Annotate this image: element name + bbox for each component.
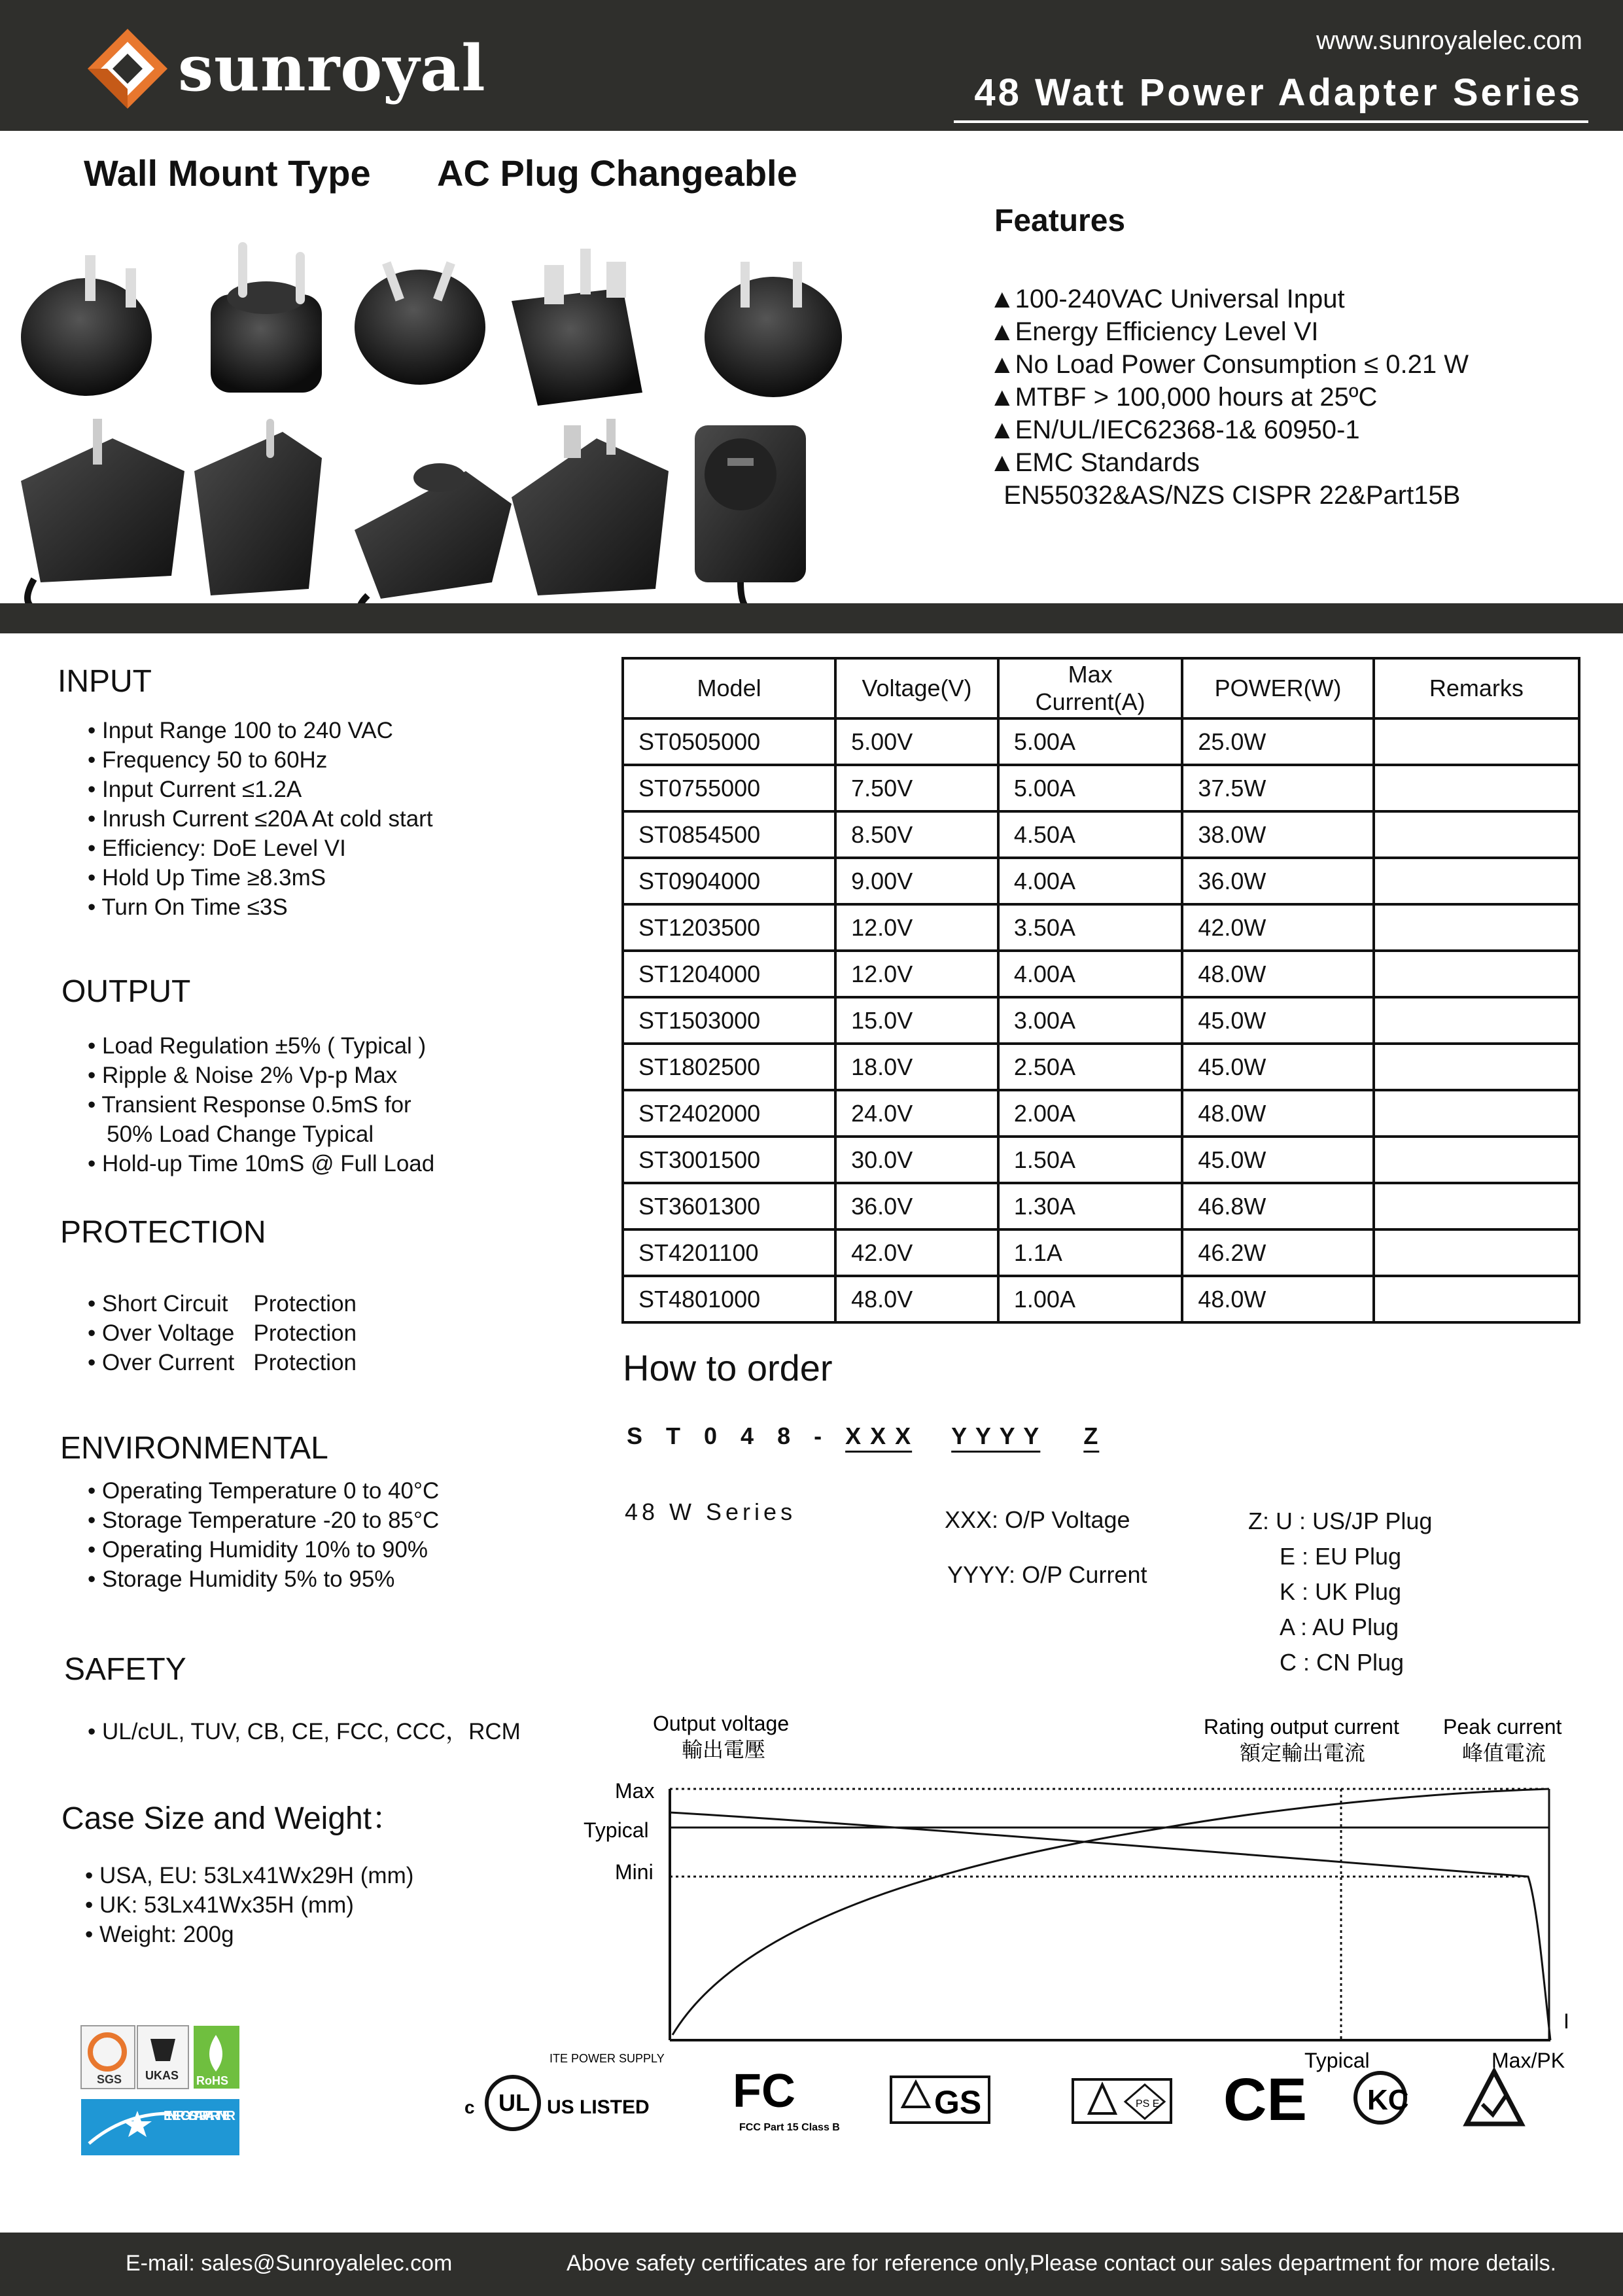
model-cell: ST3601300 xyxy=(623,1183,835,1229)
svg-text:RoHS: RoHS xyxy=(196,2074,228,2087)
plug-changeable-heading: AC Plug Changeable xyxy=(437,152,797,194)
voltage-cell: 48.0V xyxy=(835,1276,998,1322)
protection-item: • Short Circuit Protection xyxy=(88,1291,357,1316)
power-cell: 42.0W xyxy=(1182,904,1373,951)
us-adapter-icon xyxy=(21,419,184,609)
table-header-row xyxy=(623,658,1579,718)
remarks-cell xyxy=(1374,811,1579,858)
footer-email[interactable]: E-mail: sales@Sunroyalelec.com xyxy=(126,2251,453,2276)
remarks-cell xyxy=(1374,1276,1579,1322)
feature-item: ▲EN/UL/IEC62368-1& 60950-1 xyxy=(989,415,1360,444)
order-code-char: S xyxy=(627,1422,644,1449)
series-title: 48 Watt Power Adapter Series xyxy=(974,71,1582,114)
output-item: • Transient Response 0.5mS for xyxy=(88,1092,411,1118)
model-cell: ST0505000 xyxy=(623,718,835,765)
power-cell: 37.5W xyxy=(1182,765,1373,811)
table-row xyxy=(623,765,1579,811)
voltage-cell: 18.0V xyxy=(835,1044,998,1090)
current-cell: 3.50A xyxy=(998,904,1182,951)
svg-text:UKAS: UKAS xyxy=(145,2069,179,2082)
model-cell: ST0854500 xyxy=(623,811,835,858)
adapter-interchangeable-icon xyxy=(695,425,806,609)
col-voltage: Voltage(V) xyxy=(835,658,998,718)
table-row xyxy=(623,951,1579,997)
axis-typical-label: Typical xyxy=(584,1818,649,1842)
input-item: • Turn On Time ≤3S xyxy=(88,894,288,920)
safety-title: SAFETY xyxy=(64,1652,186,1687)
power-cell: 46.2W xyxy=(1182,1229,1373,1276)
protection-list xyxy=(88,1289,357,1377)
order-code-plug: Z xyxy=(1083,1422,1100,1449)
certification-logos xyxy=(65,2015,1570,2172)
sunroyal-logo-icon xyxy=(85,26,170,111)
input-title: INPUT xyxy=(58,664,152,699)
current-cell: 4.00A xyxy=(998,858,1182,904)
axis-mini-label: Mini xyxy=(615,1860,654,1884)
safety-list xyxy=(88,1717,521,1746)
table-row xyxy=(623,1137,1579,1183)
protection-item: • Over Voltage Protection xyxy=(88,1320,357,1346)
features-title: Features xyxy=(994,203,1126,238)
rating-current-cn: 額定輸出電流 xyxy=(1240,1740,1366,1765)
svg-text:ENERGY STAR PARTNER: ENERGY STAR PARTNER xyxy=(164,2109,236,2123)
output-item: 50% Load Change Typical xyxy=(88,1122,374,1147)
order-code-char: 4 xyxy=(741,1422,756,1449)
tuv-gs-icon xyxy=(891,2077,989,2123)
section-divider-band xyxy=(0,603,1623,633)
model-cell: ST0904000 xyxy=(623,858,835,904)
environmental-item: • Storage Humidity 5% to 95% xyxy=(88,1566,395,1592)
feature-item: ▲EMC Standards xyxy=(989,448,1200,477)
case-list xyxy=(85,1861,413,1949)
model-cell: ST1503000 xyxy=(623,997,835,1044)
feature-item: ▲MTBF > 100,000 hours at 25ºC xyxy=(989,383,1378,412)
feature-item: ▲No Load Power Consumption ≤ 0.21 W xyxy=(989,350,1469,379)
case-item: • UK: 53Lx41Wx35H (mm) xyxy=(85,1892,354,1918)
plug-code-item: A : AU Plug xyxy=(1280,1614,1399,1640)
feature-item: ▲Energy Efficiency Level VI xyxy=(989,317,1319,346)
protection-title: PROTECTION xyxy=(60,1215,266,1250)
remarks-cell xyxy=(1374,1183,1579,1229)
sgs-icon xyxy=(81,2026,135,2089)
how-to-order-title: How to order xyxy=(623,1347,833,1388)
svg-text:c: c xyxy=(464,2097,475,2117)
rohs-icon xyxy=(194,2026,239,2089)
voltage-cell: 30.0V xyxy=(835,1137,998,1183)
kc-mark-icon xyxy=(1355,2073,1409,2123)
eu-adapter-icon xyxy=(194,419,322,595)
voltage-cell: 42.0V xyxy=(835,1229,998,1276)
order-code-voltage: X X X xyxy=(845,1422,913,1449)
model-cell: ST0755000 xyxy=(623,765,835,811)
feature-item: ▲100-240VAC Universal Input xyxy=(989,285,1345,313)
table-row xyxy=(623,858,1579,904)
power-cell: 48.0W xyxy=(1182,1090,1373,1137)
order-code-char: 8 xyxy=(777,1422,792,1449)
remarks-cell xyxy=(1374,718,1579,765)
energy-star-icon xyxy=(81,2099,239,2155)
footer-note: Above safety certificates are for reference only,Please contact our sales department for more details. xyxy=(567,2251,1557,2276)
output-title: OUTPUT xyxy=(61,974,191,1009)
model-spec-table xyxy=(621,657,1580,1324)
power-cell: 36.0W xyxy=(1182,858,1373,904)
current-cell: 3.00A xyxy=(998,997,1182,1044)
current-cell: 1.50A xyxy=(998,1137,1182,1183)
us-plug-icon xyxy=(21,255,152,396)
model-cell: ST1203500 xyxy=(623,904,835,951)
voltage-cell: 5.00V xyxy=(835,718,998,765)
power-cell: 48.0W xyxy=(1182,951,1373,997)
table-row xyxy=(623,1229,1579,1276)
environmental-item: • Storage Temperature -20 to 85°C xyxy=(88,1508,440,1533)
environmental-title: ENVIRONMENTAL xyxy=(60,1431,328,1466)
plug-code-item: E : EU Plug xyxy=(1280,1543,1402,1570)
current-code-label: YYYY: O/P Current xyxy=(947,1561,1147,1588)
peak-current-cn: 峰值電流 xyxy=(1462,1740,1546,1765)
plug-code-list xyxy=(1248,1504,1432,1680)
plug-code-item: C : CN Plug xyxy=(1280,1649,1405,1676)
input-item: • Hold Up Time ≥8.3mS xyxy=(88,865,326,891)
output-voltage-label: Output voltage xyxy=(653,1712,790,1735)
rating-current-label: Rating output current xyxy=(1204,1715,1399,1739)
table-row xyxy=(623,1090,1579,1137)
table-row xyxy=(623,904,1579,951)
voltage-cell: 12.0V xyxy=(835,904,998,951)
au-plug-icon xyxy=(355,261,485,385)
svg-text:UL: UL xyxy=(498,2089,530,2116)
output-voltage-cn: 輸出電壓 xyxy=(682,1737,766,1762)
col-current: Max Current(A) xyxy=(998,658,1182,718)
svg-text:FCC Part 15 Class B: FCC Part 15 Class B xyxy=(739,2122,840,2133)
table-row xyxy=(623,718,1579,765)
col-remarks: Remarks xyxy=(1374,658,1579,718)
remarks-cell xyxy=(1374,904,1579,951)
input-item: • Input Current ≤1.2A xyxy=(88,777,302,802)
voltage-cell: 9.00V xyxy=(835,858,998,904)
peak-current-label: Peak current xyxy=(1443,1715,1562,1739)
rcm-mark-icon xyxy=(1467,2072,1522,2124)
uk-plug-icon xyxy=(512,249,642,406)
feature-item: EN55032&AS/NZS CISPR 22&Part15B xyxy=(989,481,1461,510)
series-label: 48 W Series xyxy=(625,1498,797,1525)
current-cell: 1.1A xyxy=(998,1229,1182,1276)
power-cell: 46.8W xyxy=(1182,1183,1373,1229)
svg-text:CE: CE xyxy=(1223,2066,1307,2133)
power-cell: 45.0W xyxy=(1182,997,1373,1044)
input-item: • Input Range 100 to 240 VAC xyxy=(88,718,393,743)
svg-text:US LISTED: US LISTED xyxy=(547,2096,650,2118)
brand-name: sunroyal xyxy=(178,31,486,105)
current-cell: 2.50A xyxy=(998,1044,1182,1090)
safety-item: • UL/cUL, TUV, CB, CE, FCC, CCC，RCM xyxy=(88,1719,521,1744)
model-cell: ST1802500 xyxy=(623,1044,835,1090)
au-adapter-icon xyxy=(355,463,512,609)
table-row xyxy=(623,997,1579,1044)
model-cell: ST4801000 xyxy=(623,1276,835,1322)
power-cell: 45.0W xyxy=(1182,1137,1373,1183)
model-cell: ST4201100 xyxy=(623,1229,835,1276)
voltage-cell: 7.50V xyxy=(835,765,998,811)
table-row xyxy=(623,1183,1579,1229)
power-cell: 45.0W xyxy=(1182,1044,1373,1090)
current-cell: 4.50A xyxy=(998,811,1182,858)
ul-listed-icon xyxy=(464,2052,665,2129)
svg-text:KC: KC xyxy=(1367,2084,1409,2116)
power-cell: 38.0W xyxy=(1182,811,1373,858)
title-underline xyxy=(954,120,1588,123)
ce-mark-icon xyxy=(1223,2066,1307,2133)
plug-code-item: K : UK Plug xyxy=(1280,1578,1402,1605)
order-code-char: - xyxy=(814,1422,824,1449)
eu-plug-icon xyxy=(211,242,322,393)
case-title: Case Size and Weight： xyxy=(61,1801,404,1836)
power-cell: 48.0W xyxy=(1182,1276,1373,1322)
current-cell: 4.00A xyxy=(998,951,1182,997)
axis-max-label: Max xyxy=(615,1779,655,1803)
protection-item: • Over Current Protection xyxy=(88,1350,357,1375)
environmental-item: • Operating Temperature 0 to 40°C xyxy=(88,1478,440,1504)
remarks-cell xyxy=(1374,858,1579,904)
voltage-cell: 36.0V xyxy=(835,1183,998,1229)
order-code-char: 0 xyxy=(704,1422,719,1449)
features-list xyxy=(989,283,1469,512)
output-list xyxy=(88,1031,434,1178)
ukas-icon xyxy=(137,2026,188,2089)
mount-type-heading: Wall Mount Type xyxy=(84,152,371,194)
x-typical-label: Typical xyxy=(1304,2049,1370,2072)
input-item: • Inrush Current ≤20A At cold start xyxy=(88,806,433,832)
current-cell: 1.00A xyxy=(998,1276,1182,1322)
output-item: • Load Regulation ±5% ( Typical ) xyxy=(88,1033,427,1059)
cn-plug-icon xyxy=(705,262,842,397)
axis-i-label: I xyxy=(1563,2009,1569,2033)
remarks-cell xyxy=(1374,997,1579,1044)
voltage-cell: 15.0V xyxy=(835,997,998,1044)
voltage-cell: 24.0V xyxy=(835,1090,998,1137)
case-item: • Weight: 200g xyxy=(85,1922,234,1947)
order-code-char: T xyxy=(666,1422,682,1449)
output-item: • Ripple & Noise 2% Vp-p Max xyxy=(88,1063,398,1088)
remarks-cell xyxy=(1374,951,1579,997)
environmental-list xyxy=(88,1476,439,1594)
environmental-item: • Operating Humidity 10% to 90% xyxy=(88,1537,428,1563)
voltage-cell: 12.0V xyxy=(835,951,998,997)
output-item: • Hold-up Time 10mS @ Full Load xyxy=(88,1151,435,1176)
uk-adapter-icon xyxy=(512,419,669,595)
remarks-cell xyxy=(1374,1137,1579,1183)
case-item: • USA, EU: 53Lx41Wx29H (mm) xyxy=(85,1863,414,1888)
voltage-cell: 8.50V xyxy=(835,811,998,858)
fcc-icon xyxy=(733,2065,840,2133)
table-row xyxy=(623,1276,1579,1322)
svg-text:GS: GS xyxy=(934,2084,982,2121)
remarks-cell xyxy=(1374,765,1579,811)
table-row xyxy=(623,1044,1579,1090)
svg-text:SGS: SGS xyxy=(97,2073,122,2086)
plug-code-item: Z: U : US/JP Plug xyxy=(1248,1508,1433,1534)
svg-text:PS E: PS E xyxy=(1136,2098,1160,2110)
model-cell: ST2402000 xyxy=(623,1090,835,1137)
falling-curve xyxy=(670,1812,1550,2040)
product-photos xyxy=(14,222,865,609)
input-item: • Efficiency: DoE Level VI xyxy=(88,836,346,861)
svg-text:ITE POWER SUPPLY: ITE POWER SUPPLY xyxy=(550,2052,665,2065)
rising-curve xyxy=(672,1789,1549,2035)
x-maxpk-label: Max/PK xyxy=(1492,2049,1565,2072)
remarks-cell xyxy=(1374,1090,1579,1137)
svg-text:FC: FC xyxy=(733,2065,795,2117)
current-cell: 5.00A xyxy=(998,718,1182,765)
website-url[interactable]: www.sunroyalelec.com xyxy=(1316,26,1582,55)
input-item: • Frequency 50 to 60Hz xyxy=(88,747,328,773)
remarks-cell xyxy=(1374,1044,1579,1090)
table-row xyxy=(623,811,1579,858)
current-cell: 1.30A xyxy=(998,1183,1182,1229)
model-cell: ST1204000 xyxy=(623,951,835,997)
order-code xyxy=(627,1422,1121,1450)
voltage-code-label: XXX: O/P Voltage xyxy=(945,1506,1130,1533)
order-code-current: Y Y Y Y xyxy=(951,1422,1041,1449)
remarks-cell xyxy=(1374,1229,1579,1276)
col-power: POWER(W) xyxy=(1182,658,1373,718)
model-cell: ST3001500 xyxy=(623,1137,835,1183)
pse-icon xyxy=(1073,2079,1171,2123)
col-model: Model xyxy=(623,658,835,718)
power-cell: 25.0W xyxy=(1182,718,1373,765)
current-cell: 5.00A xyxy=(998,765,1182,811)
current-cell: 2.00A xyxy=(998,1090,1182,1137)
input-list xyxy=(88,716,433,922)
